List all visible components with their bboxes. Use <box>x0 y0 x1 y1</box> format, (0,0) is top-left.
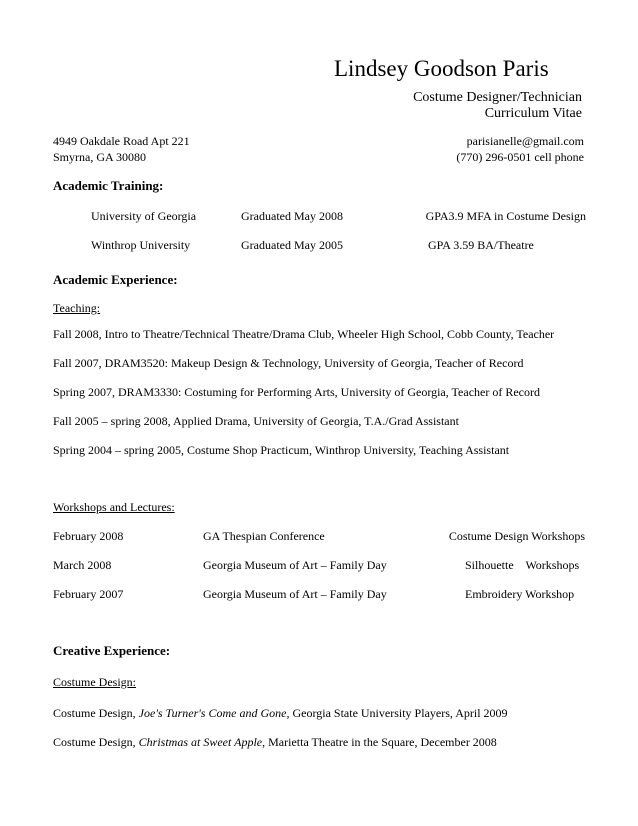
job-title: Costume Designer/Technician <box>413 90 582 105</box>
workshop-event: GA Thespian Conference <box>203 529 325 543</box>
training-date: Graduated May 2005 <box>241 238 343 252</box>
creative-experience-heading: Creative Experience: <box>53 643 171 658</box>
workshop-topic: Silhouette Workshops <box>465 558 580 572</box>
teaching-item: Spring 2007, DRAM3330: Costuming for Performing Arts, University of Georgia, Teacher of Record <box>53 385 540 399</box>
workshop-date: March 2008 <box>53 558 112 572</box>
credit-prefix: Costume Design, <box>53 706 139 720</box>
training-school: University of Georgia <box>91 209 197 223</box>
teaching-item: Fall 2008, Intro to Theatre/Technical Theatre/Drama Club, Wheeler High School, Cobb County, Teacher <box>53 327 555 341</box>
costume-credit <box>53 706 508 721</box>
training-degree: GPA 3.59 BA/Theatre <box>428 238 534 252</box>
candidate-name: Lindsey Goodson Paris <box>334 56 549 81</box>
workshop-topic: Embroidery Workshop <box>465 587 575 601</box>
academic-experience-heading: Academic Experience: <box>53 272 178 287</box>
workshop-date: February 2007 <box>53 587 124 601</box>
teaching-item: Fall 2005 – spring 2008, Applied Drama, University of Georgia, T.A./Grad Assistant <box>53 414 459 428</box>
teaching-subheading: Teaching: <box>53 301 101 315</box>
training-school: Winthrop University <box>91 238 191 252</box>
address-line-1: 4949 Oakdale Road Apt 221 <box>53 134 190 148</box>
phone: (770) 296-0501 cell phone <box>456 150 584 164</box>
credit-prefix: Costume Design, <box>53 735 139 749</box>
workshop-event: Georgia Museum of Art – Family Day <box>203 558 387 572</box>
credit-details: , Marietta Theatre in the Square, December 2008 <box>262 735 497 749</box>
teaching-item: Fall 2007, DRAM3520: Makeup Design & Technology, University of Georgia, Teacher of Record <box>53 356 524 370</box>
production-title: Joe's Turner's Come and Gone, <box>138 706 290 720</box>
credit-details: Georgia State University Players, April 2009 <box>289 706 508 720</box>
workshop-date: February 2008 <box>53 529 124 543</box>
costume-design-subheading: Costume Design: <box>53 675 136 689</box>
costume-credit <box>53 735 497 750</box>
email: parisianelle@gmail.com <box>466 134 584 148</box>
training-degree: GPA3.9 MFA in Costume Design <box>425 209 586 223</box>
production-title: Christmas at Sweet Apple <box>138 735 263 749</box>
teaching-item: Spring 2004 – spring 2005, Costume Shop Practicum, Winthrop University, Teaching Assistant <box>53 443 510 457</box>
workshop-event: Georgia Museum of Art – Family Day <box>203 587 387 601</box>
workshop-topic: Costume Design Workshops <box>448 529 585 543</box>
address-line-2: Smyrna, GA 30080 <box>53 150 146 164</box>
workshops-subheading: Workshops and Lectures: <box>53 500 175 514</box>
academic-training-heading: Academic Training: <box>53 178 164 193</box>
training-date: Graduated May 2008 <box>241 209 343 223</box>
document-type: Curriculum Vitae <box>484 106 582 121</box>
